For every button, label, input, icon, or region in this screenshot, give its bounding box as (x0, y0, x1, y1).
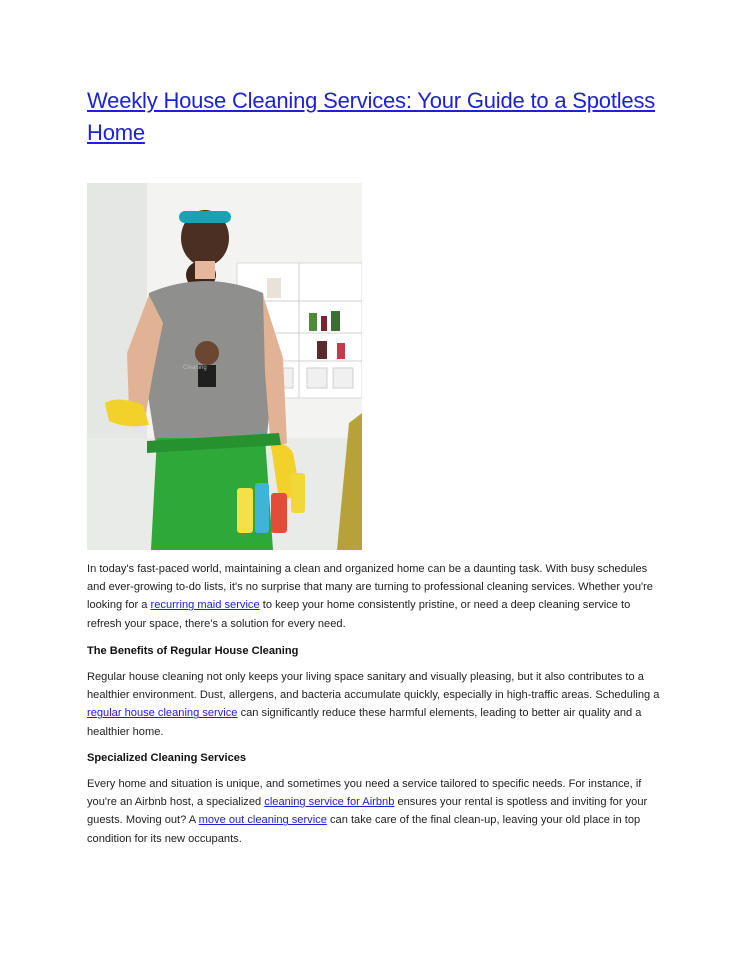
airbnb-cleaning-link[interactable]: cleaning service for Airbnb (264, 796, 395, 809)
section-heading-benefits: The Benefits of Regular House Cleaning (87, 645, 299, 657)
page-title-link[interactable]: Weekly House Cleaning Services: Your Guide to a Spotless Home (87, 88, 656, 145)
benefits-paragraph (87, 668, 667, 741)
specialized-text-between: ensures your rental is spotless and inviting for your guests. Moving out? A (87, 796, 648, 827)
shirt-graphic-text: Cleaning (183, 365, 207, 371)
intro-text-after: to keep your home consistently pristine, or need a deep cleaning service to refresh your space, there's a solution for every need. (87, 599, 631, 630)
move-out-cleaning-link[interactable]: move out cleaning service (198, 814, 327, 827)
regular-house-cleaning-link[interactable]: regular house cleaning service (87, 707, 238, 720)
benefits-text-before: Regular house cleaning not only keeps your living space sanitary and visually pleasing, but it also contributes to a healthier environment. Dust, allergens, and bacteria accumulate quickly, especially in high-traffic areas. Scheduling a (87, 671, 660, 702)
intro-paragraph (87, 560, 667, 633)
recurring-maid-service-link[interactable]: recurring maid service (150, 599, 260, 612)
woman-cleaner-photo (87, 183, 362, 550)
specialized-text-before: Every home and situation is unique, and sometimes you need a service tailored to specific needs. For instance, if you're an Airbnb host, a specialized (87, 778, 642, 809)
specialized-text-after: can take care of the final clean-up, leaving your old place in top condition for its new occupants. (87, 814, 641, 845)
benefits-text-after: can significantly reduce these harmful elements, leading to better air quality and a healthier home. (87, 707, 642, 738)
specialized-paragraph (87, 775, 667, 848)
intro-text-before: In today's fast-paced world, maintaining a clean and organized home can be a daunting task. With busy schedules and ever-growing to-do lists, it's no surprise that many are turning to professional cleaning services. Whether you're looking for a (87, 563, 653, 612)
section-heading-specialized: Specialized Cleaning Services (87, 752, 247, 764)
